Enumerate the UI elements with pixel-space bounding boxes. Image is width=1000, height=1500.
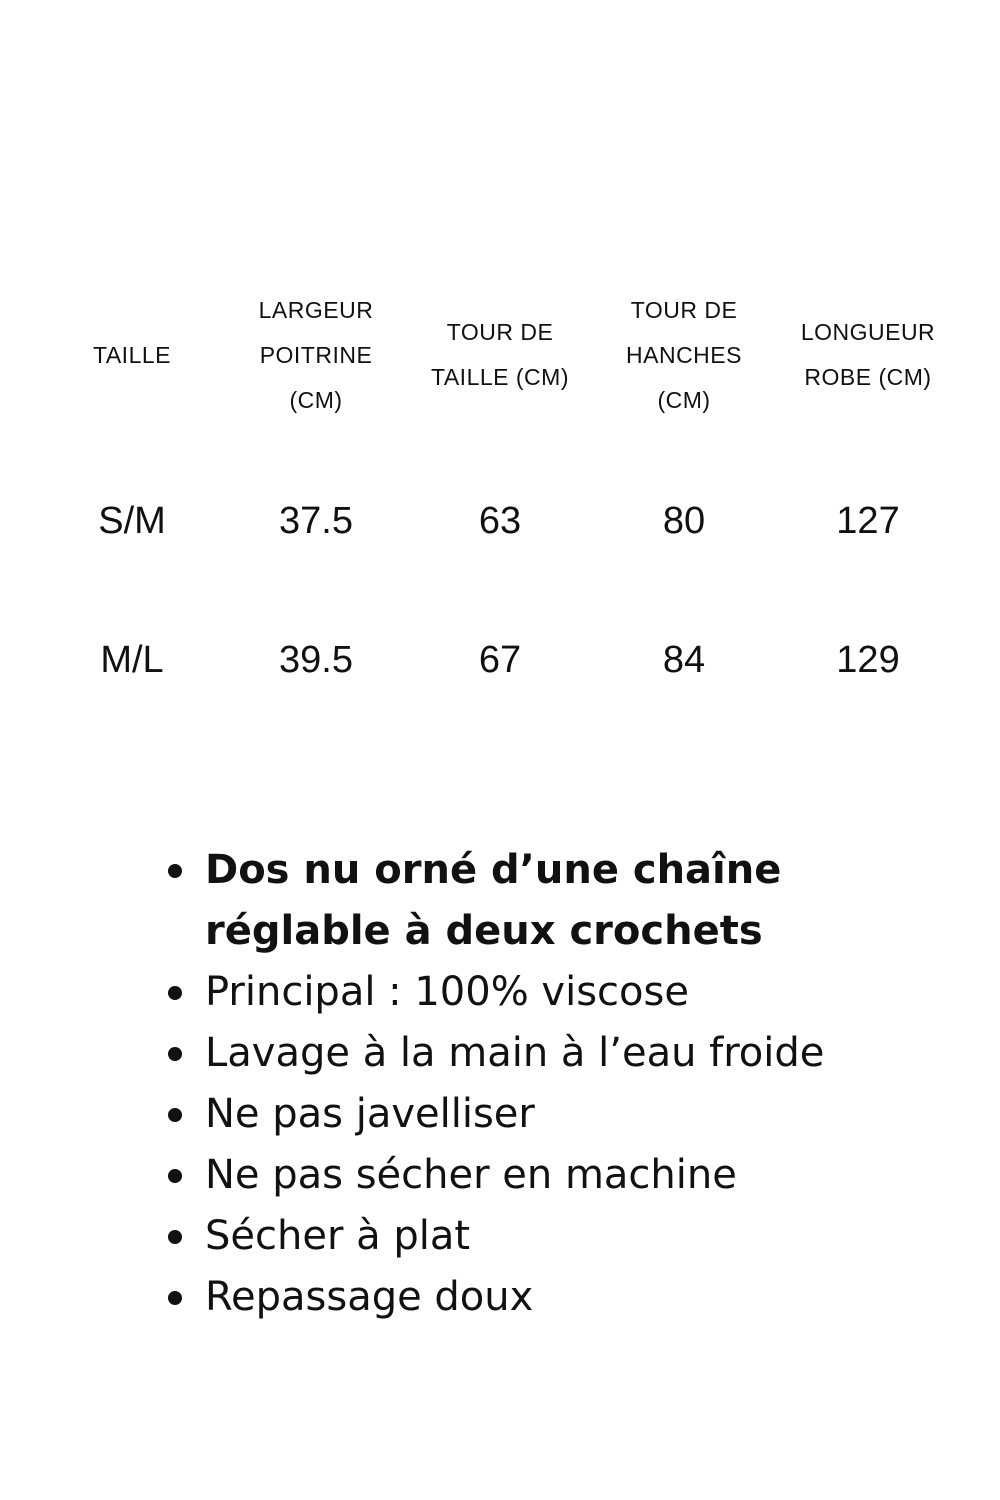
measurement-cell: 129 bbox=[836, 638, 900, 681]
feature-text: Ne pas sécher en machine bbox=[205, 1152, 737, 1198]
bullet-icon bbox=[168, 864, 182, 878]
feature-text: Dos nu orné d’une chaîne réglable à deux crochets bbox=[205, 847, 782, 954]
measurement-cell: 39.5 bbox=[279, 638, 353, 681]
list-item bbox=[160, 1267, 960, 1328]
size-cell: M/L bbox=[100, 638, 164, 681]
bullet-icon bbox=[168, 986, 182, 1000]
bullet-icon bbox=[168, 1230, 182, 1244]
header-longueur-robe: LONGUEUR ROBE (CM) bbox=[800, 319, 936, 390]
header-taille: TAILLE bbox=[93, 341, 171, 368]
header-largeur-poitrine: LARGEUR POITRINE (CM) bbox=[258, 296, 374, 413]
measurement-cell: 63 bbox=[478, 499, 522, 542]
bullet-icon bbox=[168, 1291, 182, 1305]
feature-text: Ne pas javelliser bbox=[205, 1091, 535, 1137]
size-cell: S/M bbox=[98, 499, 166, 542]
feature-text: Principal : 100% viscose bbox=[205, 969, 689, 1015]
table-row bbox=[40, 451, 960, 590]
measurement-cell: 80 bbox=[662, 499, 706, 542]
table-row bbox=[40, 590, 960, 729]
feature-text: Lavage à la main à l’eau froide bbox=[205, 1030, 825, 1076]
table-header-row bbox=[40, 290, 960, 420]
bullet-icon bbox=[168, 1108, 182, 1122]
list-item bbox=[160, 1206, 960, 1267]
measurement-cell: 84 bbox=[662, 638, 706, 681]
measurement-cell: 67 bbox=[478, 638, 522, 681]
list-item bbox=[160, 1145, 960, 1206]
feature-text: Repassage doux bbox=[205, 1274, 534, 1320]
bullet-icon bbox=[168, 1169, 182, 1183]
list-item bbox=[160, 840, 960, 962]
feature-list bbox=[160, 840, 960, 1328]
measurement-cell: 37.5 bbox=[279, 499, 353, 542]
bullet-icon bbox=[168, 1047, 182, 1061]
header-tour-de-hanches: TOUR DE HANCHES (CM) bbox=[626, 296, 742, 413]
measurement-cell: 127 bbox=[836, 499, 900, 542]
header-tour-de-taille: TOUR DE TAILLE (CM) bbox=[431, 319, 569, 390]
feature-text: Sécher à plat bbox=[205, 1213, 471, 1259]
size-table bbox=[40, 290, 960, 729]
list-item bbox=[160, 962, 960, 1023]
list-item bbox=[160, 1023, 960, 1084]
list-item bbox=[160, 1084, 960, 1145]
